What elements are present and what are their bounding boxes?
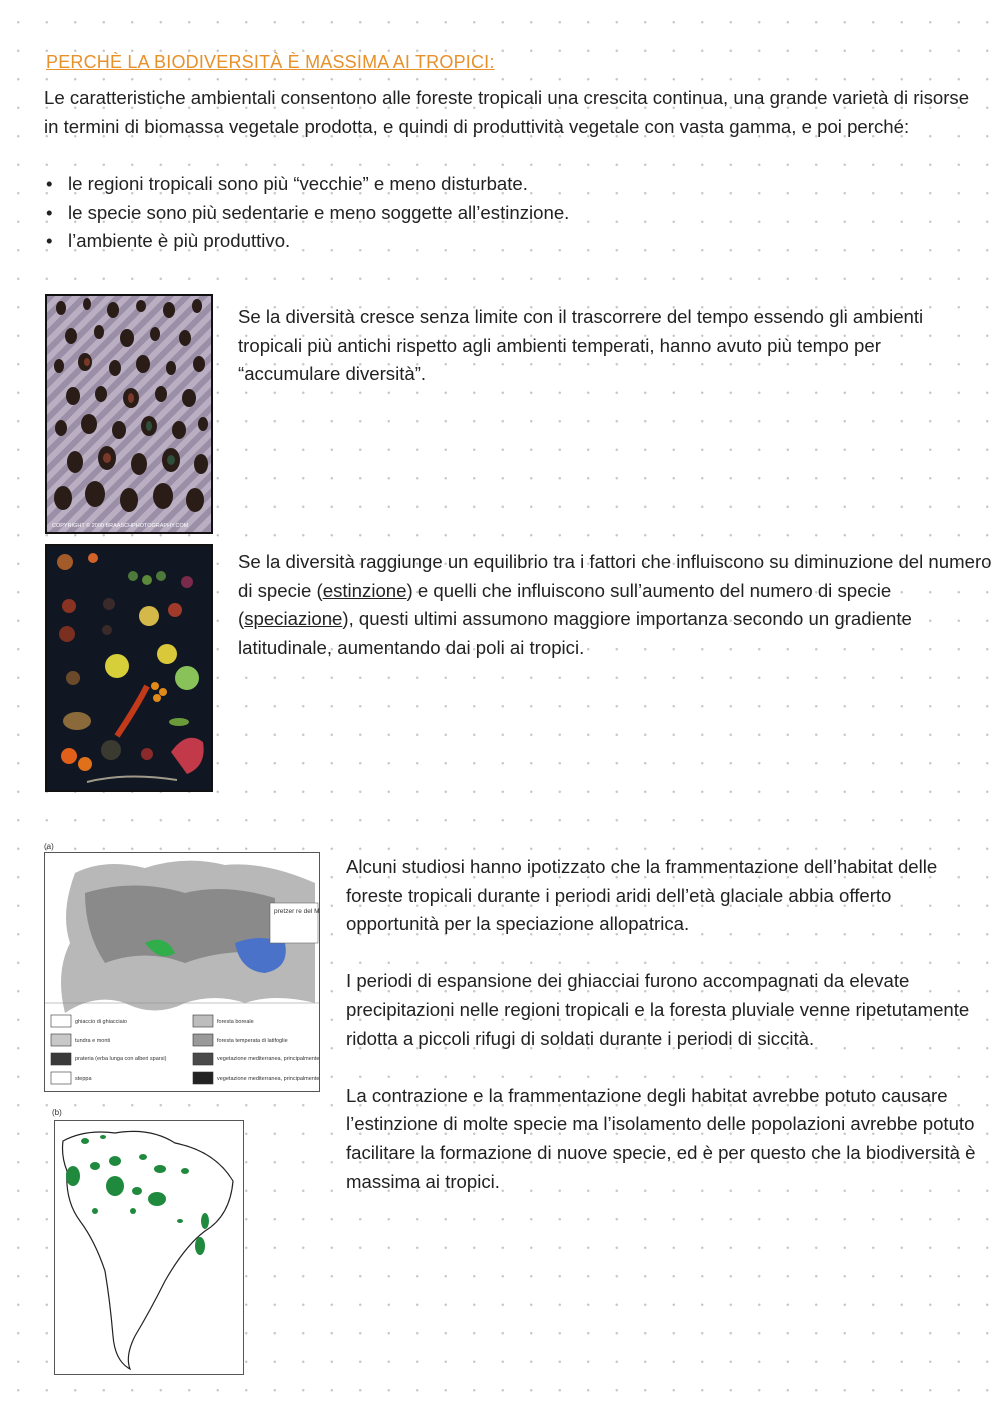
south-america-refugia-map bbox=[54, 1120, 244, 1375]
term-estinzione: estinzione bbox=[322, 579, 407, 601]
page-title: PERCHÈ LA BIODIVERSITÀ È MASSIMA AI TROPICI: bbox=[46, 52, 495, 72]
south-america-illustration bbox=[55, 1121, 243, 1374]
beetle-collection-photo bbox=[45, 294, 213, 534]
ice-age-europe-map bbox=[44, 852, 320, 1092]
refugia-paragraph-1: Alcuni studiosi hanno ipotizzato che la frammentazione dell’habitat delle foreste tropicali durante i periodi aridi dell’età glaciale abbia offerto opportunità per la speciazione allopatrica. bbox=[346, 856, 938, 935]
fruits-illustration bbox=[47, 546, 211, 790]
term-speciazione: speciazione bbox=[244, 608, 343, 630]
time-hypothesis-paragraph: Se la diversità cresce senza limite con il trascorrere del tempo essendo gli ambienti tropicali più antichi rispetto agli ambienti temperati, hanno avuto più tempo per “accumulare diversità”. bbox=[238, 306, 924, 385]
caspian-label: pretzer re del M bbox=[274, 908, 319, 915]
legend-mediterranean-conifer: vegetazione mediterranea, principalmente bbox=[217, 1056, 319, 1062]
legend-prairie: prateria (erba lunga con alberi sparsi) bbox=[75, 1056, 167, 1062]
refugia-hypothesis-text bbox=[346, 853, 986, 1225]
equilibrium-text-3: ), questi ultimi assumono maggiore importanza secondo un gradiente latitudinale, aumentando dai poli ai tropici. bbox=[238, 608, 912, 658]
equilibrium-text-2: ) e quelli che influiscono sull’aumento del numero di specie ( bbox=[238, 579, 892, 630]
equilibrium-text-1: Se la diversità raggiunge un equilibrio tra i fattori che influiscono su diminuzione del numero di specie ( bbox=[238, 551, 992, 601]
equilibrium-hypothesis-paragraph bbox=[238, 548, 998, 662]
legend-steppe: steppa bbox=[75, 1076, 92, 1082]
legend-mediterranean-dry: vegetazione mediterranea, principalmente bbox=[217, 1076, 319, 1082]
list-item: • le regioni tropicali sono più “vecchie” e meno disturbate. bbox=[44, 170, 944, 199]
intro-paragraph: Le caratteristiche ambientali consentono alle foreste tropicali una crescita continua, una grande varietà di risorse in termini di biomassa vegetale prodotta, e quindi di produttività vegetale con vasta gamma, e poi perché: bbox=[44, 87, 970, 137]
tropical-fruits-photo bbox=[45, 544, 213, 792]
list-item: • l’ambiente è più produttivo. bbox=[44, 227, 944, 256]
legend-tundra: tundra e monti bbox=[75, 1038, 111, 1044]
list-item: • le specie sono più sedentarie e meno soggette all’estinzione. bbox=[44, 199, 944, 228]
legend-ice: ghiaccio di ghiacciaio bbox=[75, 1019, 127, 1025]
beetles-illustration bbox=[47, 296, 211, 532]
legend-temperate: foresta temperata di latifoglie bbox=[217, 1038, 288, 1044]
refugia-paragraph-3: La contrazione e la frammentazione degli habitat avrebbe potuto causare l’estinzione di molte specie ma l’isolamento delle popolazioni avrebbe potuto facilitare la formazione di nuove specie, ed è per questo che la biodiversità è massima ai tropici. bbox=[346, 1084, 976, 1192]
figure-a-tag: (a) bbox=[44, 842, 54, 851]
figure-b-tag: (b) bbox=[52, 1108, 62, 1117]
europe-map-illustration bbox=[45, 853, 319, 1091]
refugia-paragraph-2: I periodi di espansione dei ghiacciai furono accompagnati da elevate precipitazioni nelle regioni tropicali e la foresta pluviale venne ripetutamente ridotta a piccoli rifugi di soldati durante i periodi di siccità. bbox=[346, 970, 970, 1049]
reasons-list bbox=[44, 170, 944, 256]
photo-copyright: COPYRIGHT © 2000 BRAASCHPHOTOGRAPHY.COM bbox=[52, 523, 189, 529]
legend-boreal: foresta boreale bbox=[217, 1019, 254, 1025]
